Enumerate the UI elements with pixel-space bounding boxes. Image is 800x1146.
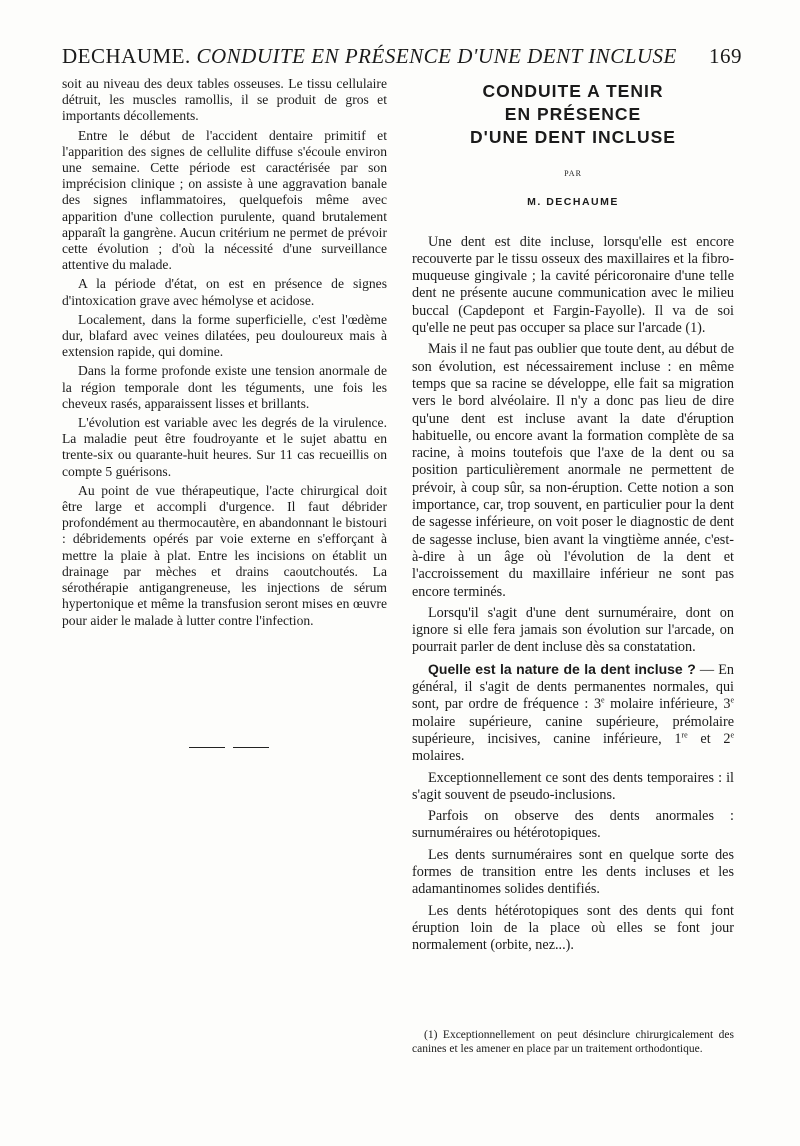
right-column <box>412 76 734 958</box>
intro-paragraph: Lorsqu'il s'agit d'une dent surnuméraire, dont on ignore si elle fera jamais son évolution sur l'arcade, on pourrait parler de dent incluse dès sa constatation. <box>412 604 734 656</box>
frequency-conjunction: et <box>687 730 724 747</box>
ordinal-number: 3 <box>593 696 602 713</box>
intro-paragraph: Mais il ne faut pas oublier que toute dent, au début de son évolution, est nécessairement incluse : en même temps que sa racine se développe, elle fait sa migration vers le bord alvéolaire. Il n'y a donc pas lieu de dire qu'une dent est incluse avant la date d'éruption habituelle, ou encore avant la formation complète de sa racine, à moins toutefois que l'axe de la dent ou sa position particulièrement anormale ne permettent de prévoir, à coup sûr, sa non-éruption. Cette notion a son importance, car, trop souvent, en particulier pour la dent de sagesse inférieure, on voit poser le diagnostic de dent de sagesse incluse, bien avant la vingtième année, c'est-à-dire à un âge où l'évolution de la dent et l'accroissement du maxillaire inférieur ne sont pas encore terminés. <box>412 341 734 600</box>
running-head-author: DECHAUME. <box>62 44 191 68</box>
later-paragraph: Les dents surnuméraires sont en quelque sorte des formes de transition entre les dents incluses et les adamantinomes solides dentifiés. <box>412 846 734 898</box>
frequency-item: molaire supérieure, canine supérieure, prémolaire supérieure, incisives, canine inférieure, <box>412 713 734 747</box>
par-label: PAR <box>564 169 582 178</box>
page-number: 169 <box>709 44 742 68</box>
article-title-line: D'UNE DENT INCLUSE <box>470 127 676 147</box>
intro-paragraph: Une dent est dite incluse, lorsqu'elle est encore recouverte par le tissu osseux des maxillaires et la fibro-muqueuse gingivale ; la cavité péricoronaire d'une telle dent ne présente aucune communication avec le milieu buccal (Capdepont et Fargin-Fayolle). Il va de soi qu'elle ne peut pas occuper sa place sur l'arcade (1). <box>412 233 734 337</box>
later-paragraph: Les dents hétérotopiques sont des dents qui font éruption loin de la place où elles se font jour normalement (orbite, nez...). <box>412 902 734 954</box>
later-paragraph: Exceptionnellement ce sont des dents temporaires : il s'agit souvent de pseudo-inclusions. <box>412 769 734 803</box>
later-paragraph: Parfois on observe des dents anormales : surnuméraires ou hétérotopiques. <box>412 808 734 842</box>
ordinal-suffix: re <box>681 730 688 740</box>
left-paragraph: Dans la forme profonde existe une tension anormale de la région temporale dont les téguments, une fois les cheveux rasés, apparaissent lisses et brillants. <box>62 363 387 411</box>
byline: M. DECHAUME <box>527 196 619 209</box>
left-paragraph: Au point de vue thérapeutique, l'acte chirurgical doit être large et accompli d'urgence. Il faut débrider profondément au thermocautère, en abandonnant le bistouri : débridements opérés par voie externe en s'efforçant à mettre la plaie à plat. Entre les incisions on établit un drainage par mèches et drains caoutchoutés. La sérothérapie antigangreneuse, les injections de sérum hypertonique et même la transfusion seront mises en œuvre pour aider le malade à lutter contre l'infection. <box>62 482 387 628</box>
left-paragraph: soit au niveau des deux tables osseuses. Le tissu cellulaire détruit, les muscles ramollis, il se produit de gros et importants décollements. <box>62 76 387 124</box>
ordinal-number: 2 <box>723 730 731 747</box>
separator-rule <box>189 747 225 749</box>
ordinal-number: 3 <box>723 696 731 713</box>
ordinal-number: 1 <box>674 730 682 747</box>
ordinal-suffix: e <box>730 695 735 705</box>
left-paragraph: L'évolution est variable avec les degrés de la virulence. La maladie peut être foudroyante et le sujet abattu en trente-six ou quarante-huit heures. Sur 11 cas recueillis on compte 5 guérisons. <box>62 415 387 479</box>
separator-rule <box>233 747 269 749</box>
ordinal-suffix: e <box>601 695 605 705</box>
left-column <box>62 76 387 632</box>
footnote <box>412 1028 734 1056</box>
frequency-item: molaire inférieure, <box>604 696 724 713</box>
running-head-title: CONDUITE EN PRÉSENCE D'UNE DENT INCLUSE <box>196 44 677 68</box>
ordinal-suffix: e <box>730 730 734 740</box>
frequency-item: molaires. <box>412 748 465 765</box>
article-title <box>412 80 734 149</box>
section-separator <box>189 747 269 749</box>
question-paragraph <box>412 661 734 766</box>
article-title-line: CONDUITE A TENIR <box>482 81 664 101</box>
left-paragraph: A la période d'état, on est en présence de signes d'intoxication grave avec hémolyse et acidose. <box>62 276 387 308</box>
running-head <box>62 44 742 70</box>
footnote-text: (1) Exceptionnellement on peut désinclure chirurgicalement des canines et les amener en place par un traitement orthodontique. <box>412 1029 734 1055</box>
left-paragraph: Entre le début de l'accident dentaire primitif et l'apparition des signes de cellulite diffuse s'écoule environ une semaine. Cette période est caractérisée par son imprécision clinique ; on assiste à une aggravation banale des signes inflammatoires, quelquefois même avec apparition d'une collection purulente, quand brutalement apparaît la gangrène. Aucun critérium ne permet de prévoir cette évolution ; d'où la nécessité d'une surveillance attentive du malade. <box>62 127 387 273</box>
left-paragraph: Localement, dans la forme superficielle, c'est l'œdème dur, blafard avec veines dilatées, peu douloureux mais à extension rapide, qui domine. <box>62 311 387 360</box>
article-title-line: EN PRÉSENCE <box>504 104 642 124</box>
question-heading: Quelle est la nature de la dent incluse ? <box>428 660 696 677</box>
question-text: — En général, il s'agit de dents permanentes normales, qui sont, par ordre de fréquence : <box>412 661 735 713</box>
